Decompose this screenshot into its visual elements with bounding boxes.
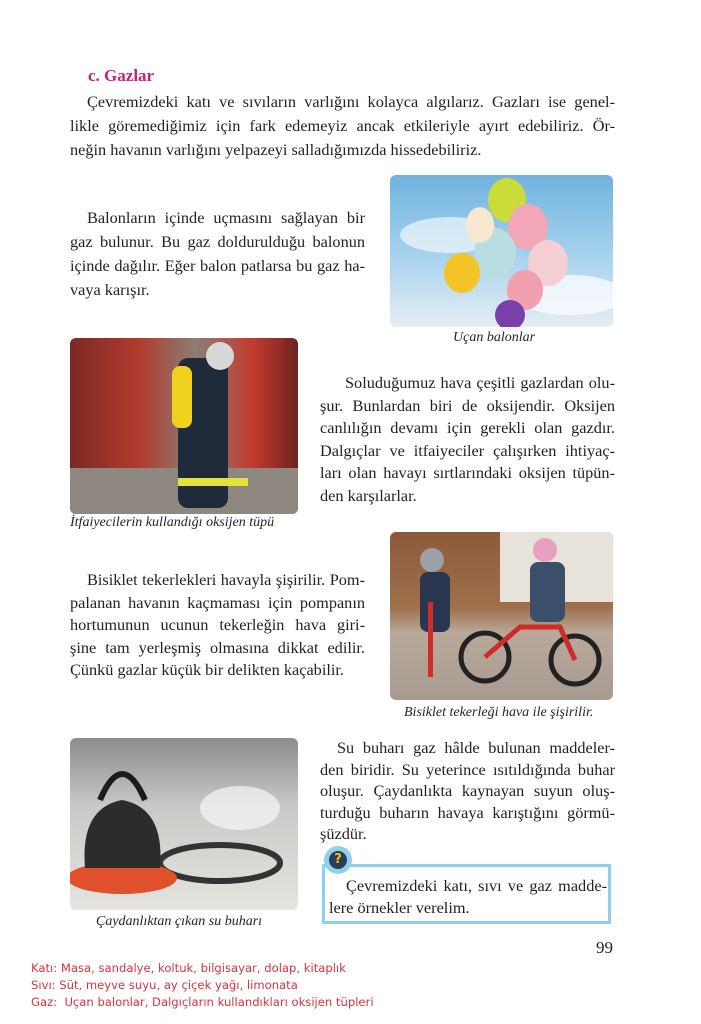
text-line: vaya karışır. xyxy=(70,280,150,299)
text-line: Çevremizdeki katı ve sıvıların varlığını kolayca algılarız. Gazları ise genel- xyxy=(87,92,615,111)
balloons-caption: Uçan balonlar xyxy=(453,330,536,345)
page-number: 99 xyxy=(596,938,613,957)
question-box xyxy=(322,864,611,924)
text-line: Balonların içinde uçmasını sağlayan bir xyxy=(87,208,365,227)
text-line: şine tam yerleşmiş olmasına dikkat edilir. xyxy=(70,637,365,657)
text-line: den karşılarlar. xyxy=(320,485,417,505)
bicycle-caption: Bisiklet tekerleği hava ile şişirilir. xyxy=(404,705,594,720)
question-mark: ? xyxy=(329,851,347,869)
bicycle-image xyxy=(390,532,613,700)
text-line: içinde dağılır. Eğer balon patlarsa bu gaz ha- xyxy=(70,256,365,275)
intro-paragraph xyxy=(70,90,615,162)
text-line: ları olan havayı sırtlarındaki oksijen tüpün- xyxy=(320,463,615,482)
text-line: oluşur. Çaydanlıkta kaynayan suyun oluş- xyxy=(320,781,615,800)
question-text xyxy=(329,875,607,919)
note-liquid: Sıvı: Süt, meyve suyu, ay çiçek yağı, limonata xyxy=(31,978,298,992)
text-line: canlılığın devamı için gerekli olan gazdır. xyxy=(320,418,615,437)
text-line: gaz bulunur. Bu gaz doldurulduğu balonun xyxy=(70,232,365,251)
question-icon xyxy=(324,846,352,874)
text-line: şüzdür. xyxy=(320,824,367,843)
note-gas: Gaz: Uçan balonlar, Dalgıçların kullandıkları oksijen tüpleri xyxy=(31,995,374,1009)
text-line: hortumunun ucunun tekerleğin hava giri- xyxy=(70,615,365,634)
kettle-image xyxy=(70,738,298,910)
bicycle-paragraph xyxy=(70,569,365,682)
text-line: Bisiklet tekerlekleri havayla şişirilir. Pom- xyxy=(87,570,365,589)
text-line: lere örnekler verelim. xyxy=(329,898,470,917)
text-line: turduğu buharın havaya karıştığını görmü- xyxy=(320,802,615,822)
text-line: şur. Bunlardan biri de oksijendir. Oksijen xyxy=(320,395,615,415)
balloon-paragraph xyxy=(70,206,365,302)
text-line: likle göremediğimiz için fark edemeyiz ancak etkileriyle ayırt edebiliriz. Ör- xyxy=(70,116,615,135)
text-line: Çevremizdeki katı, sıvı ve gaz madde- xyxy=(346,876,607,895)
text-line: Çünkü gazlar küçük bir delikten kaçabilir. xyxy=(70,660,344,679)
text-line: neğin havanın varlığını yelpazeyi salladığımızda hissedebiliriz. xyxy=(70,140,482,159)
text-line: Soluduğumuz hava çeşitli gazlardan olu- xyxy=(345,373,615,392)
oxygen-paragraph xyxy=(320,372,615,507)
section-title: c. Gazlar xyxy=(88,66,155,85)
text-line: den biridir. Su yeterince ısıtıldığında buhar xyxy=(320,759,615,779)
firefighter-caption: İtfaiyecilerin kullandığı oksijen tüpü xyxy=(70,515,275,530)
firefighter-image xyxy=(70,338,298,514)
text-line: Su buharı gaz hâlde bulunan maddeler- xyxy=(337,738,615,757)
kettle-caption: Çaydanlıktan çıkan su buharı xyxy=(96,914,263,929)
steam-paragraph xyxy=(320,737,615,845)
text-line: palanan havanın kaçmaması için pompanın xyxy=(70,592,365,612)
note-solid: Katı: Masa, sandalye, koltuk, bilgisayar, dolap, kitaplık xyxy=(31,961,346,975)
handwritten-answer-notes xyxy=(31,960,374,1011)
text-line: Dalgıçlar ve itfaiyeciler çalışırken ihtiyaç- xyxy=(320,440,615,460)
balloons-image xyxy=(390,175,613,327)
